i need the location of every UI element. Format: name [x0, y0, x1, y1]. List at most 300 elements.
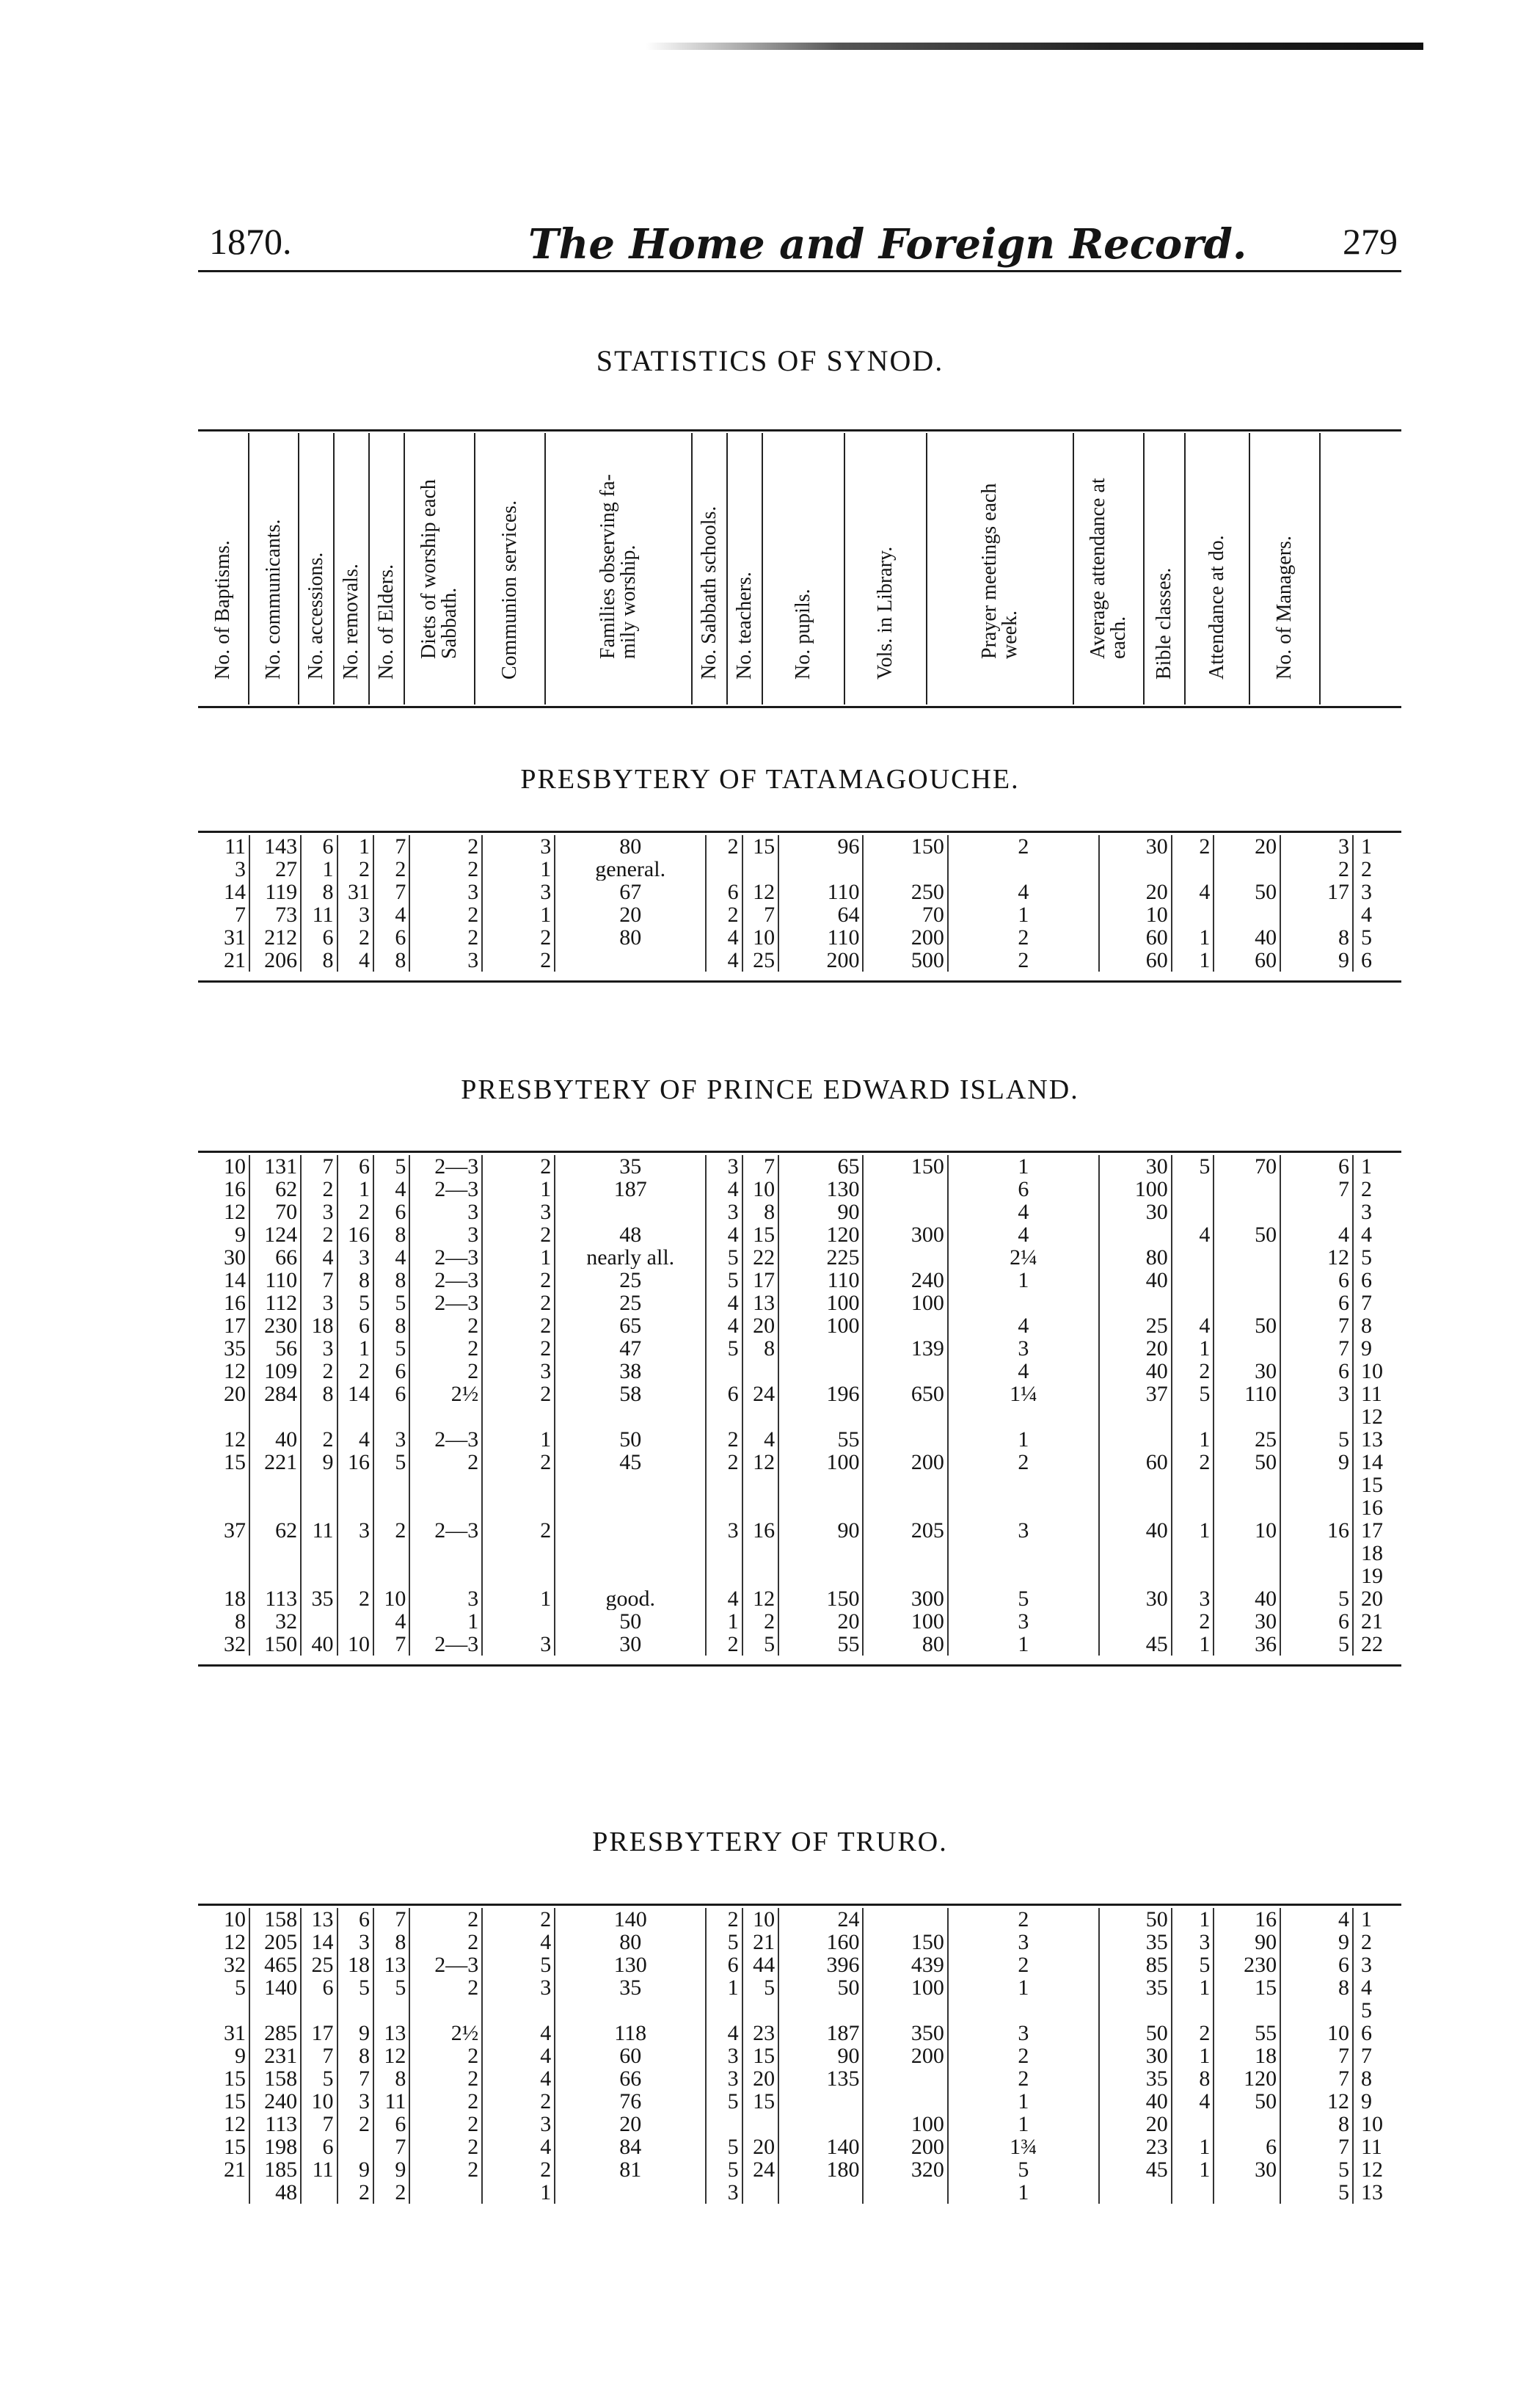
column-header-label: No. pupils. — [792, 589, 814, 680]
table-cell — [301, 1565, 337, 1587]
table-cell: 5 — [706, 1337, 742, 1360]
table-cell: 250 — [863, 881, 947, 903]
table-cell: 12 — [742, 1451, 778, 1474]
table-cell: 10 — [373, 1587, 409, 1610]
table-cell: 20 — [555, 903, 706, 926]
table-cell: 10 — [1360, 1360, 1383, 1383]
table-cell: 119 — [249, 881, 301, 903]
table-cell: 80 — [555, 1931, 706, 1953]
table-row — [198, 1405, 1401, 1428]
table-row — [198, 2113, 1401, 2135]
table-cell: 4 — [373, 1178, 409, 1201]
table-cell: 73 — [249, 903, 301, 926]
table-cell: 62 — [249, 1519, 301, 1542]
table-cell: 9 — [1360, 2090, 1372, 2113]
table-cell: 3 — [337, 1931, 373, 1953]
table-row — [198, 2022, 1401, 2044]
column-header-5 — [368, 433, 404, 704]
table-cell: 9 — [1280, 1451, 1353, 1474]
table-cell: 35 — [1099, 1976, 1172, 1999]
table-cell — [1280, 1542, 1353, 1565]
table-row — [198, 1269, 1401, 1292]
table-cell: 2 — [409, 1337, 482, 1360]
table-cell: 4 — [482, 2022, 555, 2044]
table-cell: 139 — [863, 1337, 947, 1360]
table-cell — [409, 1474, 482, 1496]
table-cell: 2—3 — [409, 1178, 482, 1201]
table-cell: 3 — [1360, 1201, 1372, 1223]
table-cell: 3 — [409, 1587, 482, 1610]
table-cell: 120 — [778, 1223, 863, 1246]
table-cell: 9 — [337, 2022, 373, 2044]
table-cell — [1172, 2113, 1214, 2135]
table-cell: 8 — [301, 949, 337, 972]
table-cell: 7 — [198, 903, 249, 926]
table-cell — [863, 1474, 947, 1496]
table-cell — [706, 1405, 742, 1428]
table-cell — [1280, 1405, 1353, 1428]
table-cell — [706, 1496, 742, 1519]
table-cell — [742, 1496, 778, 1519]
table-cell: 2 — [482, 1519, 555, 1542]
table-cell: 2 — [706, 835, 742, 858]
table-cell: 100 — [863, 1610, 947, 1633]
table-cell: 8 — [742, 1201, 778, 1223]
table-cell: 5 — [706, 1269, 742, 1292]
table-cell — [863, 858, 947, 881]
table-cell: 3 — [482, 1976, 555, 1999]
table-cell: 7 — [742, 903, 778, 926]
table-cell: 2 — [1172, 1451, 1214, 1474]
table-cell: 3 — [301, 1337, 337, 1360]
table-cell: 5 — [742, 1633, 778, 1656]
table-cell: 2 — [373, 1519, 409, 1542]
table-cell — [863, 1908, 947, 1931]
table-cell: 50 — [1214, 1451, 1280, 1474]
table-cell: 5 — [198, 1976, 249, 1999]
table-cell: 16 — [337, 1223, 373, 1246]
table-cell: 1 — [948, 1976, 1099, 1999]
table-cell: 15 — [198, 1451, 249, 1474]
table-cell — [1172, 1565, 1214, 1587]
table-cell: 4 — [1360, 1976, 1372, 1999]
table-cell: 11 — [1360, 1383, 1382, 1405]
table-cell: 124 — [249, 1223, 301, 1246]
table-cell — [1099, 1496, 1172, 1519]
table-cell: 2—3 — [409, 1519, 482, 1542]
table-cell: 16 — [337, 1451, 373, 1474]
table-cell: 100 — [863, 1976, 947, 1999]
table-cell: 50 — [1214, 2090, 1280, 2113]
table-cell — [863, 1178, 947, 1201]
table-cell: 8 — [1280, 2113, 1353, 2135]
table-cell — [1172, 858, 1214, 881]
table-cell: 5 — [301, 2067, 337, 2090]
table-cell: 8 — [337, 2044, 373, 2067]
table-cell — [1099, 2181, 1172, 2204]
table-cell: 185 — [249, 2158, 301, 2181]
column-header-label: Communion services. — [498, 500, 521, 680]
table-cell: 11 — [1360, 2135, 1382, 2158]
table-cell: 3 — [1172, 1931, 1214, 1953]
column-header-10 — [726, 433, 762, 704]
table-cell: 4 — [1172, 1223, 1214, 1246]
table-cell: 55 — [778, 1633, 863, 1656]
table-cell — [863, 1360, 947, 1383]
table-row — [198, 1314, 1401, 1337]
table-cell: 2 — [1360, 1931, 1372, 1953]
table-cell: 40 — [1099, 2090, 1172, 2113]
table-cell: 2 — [706, 1908, 742, 1931]
table-cell: 30 — [1099, 1587, 1172, 1610]
table-cell: 4 — [948, 1201, 1099, 1223]
table-cell — [742, 1542, 778, 1565]
table-cell: 2 — [482, 1292, 555, 1314]
table-cell: 4 — [742, 1428, 778, 1451]
table-cell: 70 — [1214, 1155, 1280, 1178]
table-cell — [301, 1474, 337, 1496]
table-row — [198, 2158, 1401, 2181]
table-cell — [778, 858, 863, 881]
table-cell: 16 — [1280, 1519, 1353, 1542]
column-header-label: No. of Managers. — [1273, 536, 1296, 680]
table-cell: 221 — [249, 1451, 301, 1474]
table-cell: 40 — [249, 1428, 301, 1451]
table-cell — [778, 1360, 863, 1383]
table-cell: 200 — [863, 2044, 947, 2067]
table-cell: 200 — [863, 1451, 947, 1474]
table-cell: 14 — [1360, 1451, 1383, 1474]
table-cell: 8 — [198, 1610, 249, 1633]
table-cell: 65 — [778, 1155, 863, 1178]
table-cell: 15 — [742, 2044, 778, 2067]
table-cell — [301, 1496, 337, 1519]
table-cell: 40 — [1214, 1587, 1280, 1610]
table-cell: 12 — [742, 881, 778, 903]
table-cell — [555, 1519, 706, 1542]
table-cell: 10 — [742, 1178, 778, 1201]
table-cell: 90 — [1214, 1931, 1280, 1953]
table-cell — [1099, 858, 1172, 881]
table-cell: 45 — [1099, 2158, 1172, 2181]
table-cell: 4 — [948, 1360, 1099, 1383]
column-header-label: No. communicants. — [262, 519, 285, 680]
table-cell: 90 — [778, 1519, 863, 1542]
table-cell: 3 — [482, 1633, 555, 1656]
table-cell: 40 — [1099, 1360, 1172, 1383]
table-cell — [742, 1999, 778, 2022]
table-cell: 21 — [1360, 1610, 1383, 1633]
table-cell — [1172, 1405, 1214, 1428]
table-cell: 6 — [1214, 2135, 1280, 2158]
table-cell: 18 — [337, 1953, 373, 1976]
table-cell: 5 — [1280, 2181, 1353, 2204]
table-cell — [482, 1542, 555, 1565]
table-cell: 1 — [1172, 1633, 1214, 1656]
table-cell: 6 — [706, 1383, 742, 1405]
table-cell — [373, 1474, 409, 1496]
table-cell — [1214, 1178, 1280, 1201]
table-cell: 67 — [555, 881, 706, 903]
table-cell: 4 — [482, 1931, 555, 1953]
table-cell: 9 — [1360, 1337, 1372, 1360]
header-year: 1870. — [209, 221, 292, 262]
table-cell: 1 — [948, 1155, 1099, 1178]
table-cell: 2 — [337, 1201, 373, 1223]
table-cell — [1172, 1246, 1214, 1269]
table-cell: 10 — [1099, 903, 1172, 926]
table-cell: 3 — [482, 1360, 555, 1383]
table-cell — [482, 1565, 555, 1587]
table-cell — [863, 2090, 947, 2113]
table-cell: 50 — [1099, 1908, 1172, 1931]
table-cell: 3 — [1280, 835, 1353, 858]
table-cell: 90 — [778, 2044, 863, 2067]
table-cell: 1 — [1172, 1337, 1214, 1360]
table-cell: 40 — [1099, 1269, 1172, 1292]
column-header-label: No. removals. — [340, 564, 362, 680]
table-cell: 6 — [301, 1976, 337, 1999]
table-cell: 110 — [1214, 1383, 1280, 1405]
table-cell: 6 — [373, 926, 409, 949]
table-cell: 2 — [409, 903, 482, 926]
table-cell: 5 — [1360, 1999, 1372, 2022]
table-cell: 8 — [373, 949, 409, 972]
table-cell — [1214, 1246, 1280, 1269]
table-cell — [778, 1337, 863, 1360]
table-cell: 187 — [778, 2022, 863, 2044]
table-cell: 1 — [482, 2181, 555, 2204]
table-cell: 2 — [373, 2181, 409, 2204]
table-cell: 2 — [706, 1451, 742, 1474]
table-cell — [1172, 1474, 1214, 1496]
table-cell: 1 — [948, 1633, 1099, 1656]
table-cell: 6 — [373, 2113, 409, 2135]
table-row — [198, 1610, 1401, 1633]
table-cell: 4 — [373, 1246, 409, 1269]
table-cell: 2 — [409, 2158, 482, 2181]
table-cell: 35 — [198, 1337, 249, 1360]
table-cell: 5 — [706, 2135, 742, 2158]
table-cell: 3 — [409, 881, 482, 903]
table-cell: 160 — [778, 1931, 863, 1953]
table-cell: 4 — [373, 1610, 409, 1633]
table-cell — [1099, 1542, 1172, 1565]
table-cell: 20 — [742, 2067, 778, 2090]
table-cell: 3 — [301, 1292, 337, 1314]
table-cell — [373, 1405, 409, 1428]
table-cell: 4 — [373, 903, 409, 926]
column-header-14 — [1073, 433, 1143, 704]
table-cell — [1099, 1565, 1172, 1587]
table-cell: 7 — [337, 2067, 373, 2090]
table-cell: 240 — [249, 2090, 301, 2113]
table-cell: 6 — [301, 835, 337, 858]
table-cell: 60 — [1099, 926, 1172, 949]
table-cell: 2—3 — [409, 1269, 482, 1292]
table-cell — [373, 1999, 409, 2022]
table-cell — [337, 1610, 373, 1633]
table-cell: 31 — [198, 926, 249, 949]
table-cell: 13 — [742, 1292, 778, 1314]
table-cell: 3 — [706, 2044, 742, 2067]
table-cell: 1¾ — [948, 2135, 1099, 2158]
table-cell: 7 — [1280, 2044, 1353, 2067]
table-cell: 20 — [555, 2113, 706, 2135]
column-header-1 — [198, 433, 248, 704]
table-row — [198, 2135, 1401, 2158]
table-cell: 2—3 — [409, 1155, 482, 1178]
table-cell — [409, 1542, 482, 1565]
table-cell: 10 — [1280, 2022, 1353, 2044]
table-cell: 30 — [1099, 2044, 1172, 2067]
table-cell: 2 — [706, 903, 742, 926]
table-cell: 2 — [1172, 1610, 1214, 1633]
table-cell: 158 — [249, 2067, 301, 2090]
table-cell: 150 — [863, 1155, 947, 1178]
table-cell — [409, 1999, 482, 2022]
table-cell: 1 — [1360, 1908, 1372, 1931]
table-cell — [555, 1496, 706, 1519]
table-cell — [249, 1542, 301, 1565]
table-cell — [863, 1246, 947, 1269]
table-cell: 2 — [409, 1451, 482, 1474]
section-top-rule — [198, 831, 1401, 833]
table-cell: 15 — [1214, 1976, 1280, 1999]
table-cell: 6 — [337, 1314, 373, 1337]
table-cell: 32 — [198, 1953, 249, 1976]
table-row — [198, 881, 1401, 903]
table-cell: 3 — [337, 903, 373, 926]
table-cell: 12 — [198, 2113, 249, 2135]
table-cell — [948, 1565, 1099, 1587]
table-cell: 131 — [249, 1155, 301, 1178]
table-cell: 6 — [373, 1201, 409, 1223]
table-cell: 38 — [555, 1360, 706, 1383]
table-cell — [863, 1314, 947, 1337]
table-cell: 8 — [337, 1269, 373, 1292]
table-cell: good. — [555, 1587, 706, 1610]
table-cell: 6 — [301, 926, 337, 949]
table-cell: 9 — [337, 2158, 373, 2181]
column-header-label: Bible classes. — [1153, 567, 1175, 680]
table-cell — [1214, 1999, 1280, 2022]
table-cell — [249, 1496, 301, 1519]
table-cell: 32 — [249, 1610, 301, 1633]
table-cell: 1 — [1172, 1519, 1214, 1542]
table-cell — [863, 1999, 947, 2022]
table-cell: 9 — [198, 2044, 249, 2067]
table-cell: 14 — [301, 1931, 337, 1953]
table-cell: 2 — [1360, 858, 1372, 881]
table-cell: 3 — [198, 858, 249, 881]
table-cell: 37 — [198, 1519, 249, 1542]
table-cell — [1280, 1496, 1353, 1519]
table-cell: 10 — [337, 1633, 373, 1656]
table-cell: 5 — [742, 1976, 778, 1999]
table-cell: 3 — [706, 1201, 742, 1223]
table-row — [198, 949, 1401, 972]
column-header-12 — [844, 433, 926, 704]
table-cell — [337, 1474, 373, 1496]
table-cell: 2 — [482, 1155, 555, 1178]
table-cell: 4 — [706, 1223, 742, 1246]
table-cell: 13 — [1360, 1428, 1383, 1451]
table-cell — [555, 949, 706, 972]
column-header-15 — [1143, 433, 1184, 704]
section-title-truro: PRESBYTERY OF TRURO. — [592, 1827, 948, 1857]
table-cell: 2 — [337, 1360, 373, 1383]
table-cell — [198, 1999, 249, 2022]
table-cell: 3 — [1280, 1383, 1353, 1405]
table-cell: 11 — [198, 835, 249, 858]
table-cell: 2 — [337, 2113, 373, 2135]
table-cell: 60 — [1099, 949, 1172, 972]
table-cell: 285 — [249, 2022, 301, 2044]
table-cell: 18 — [198, 1587, 249, 1610]
table-cell: 80 — [1099, 1246, 1172, 1269]
table-cell: 110 — [778, 881, 863, 903]
table-cell: 30 — [1214, 1360, 1280, 1383]
table-cell — [1172, 1999, 1214, 2022]
table-cell: 12 — [1280, 2090, 1353, 2113]
table-cell: 31 — [198, 2022, 249, 2044]
table-cell: 2 — [409, 2113, 482, 2135]
table-cell: 100 — [778, 1451, 863, 1474]
table-cell: 150 — [863, 1931, 947, 1953]
table-cell — [742, 2113, 778, 2135]
table-cell: 109 — [249, 1360, 301, 1383]
table-cell: 4 — [1172, 881, 1214, 903]
table-cell: 439 — [863, 1953, 947, 1976]
main-title: STATISTICS OF SYNOD. — [596, 344, 944, 377]
table-cell: 4 — [337, 1428, 373, 1451]
table-cell: 205 — [249, 1931, 301, 1953]
table-cell: 20 — [1099, 1337, 1172, 1360]
table-cell: 8 — [373, 2067, 409, 2090]
table-cell — [409, 1405, 482, 1428]
table-cell: 22 — [742, 1246, 778, 1269]
table-cell — [863, 1565, 947, 1587]
table-row — [198, 1565, 1401, 1587]
table-cell: 6 — [337, 1155, 373, 1178]
table-cell: 50 — [555, 1428, 706, 1451]
table-cell — [555, 1542, 706, 1565]
table-cell: 2 — [409, 1931, 482, 1953]
table-cell — [337, 2135, 373, 2158]
table-cell: 40 — [1099, 1519, 1172, 1542]
table-cell: 5 — [373, 1451, 409, 1474]
table-prince-edward-island — [198, 1155, 1401, 1656]
table-cell — [301, 1405, 337, 1428]
table-cell: 12 — [1280, 1246, 1353, 1269]
table-cell — [198, 1474, 249, 1496]
table-cell: 10 — [742, 1908, 778, 1931]
table-cell: 3 — [409, 1201, 482, 1223]
table-cell — [1172, 1178, 1214, 1201]
table-cell: 2 — [742, 1610, 778, 1633]
table-cell: 4 — [948, 881, 1099, 903]
table-cell: 110 — [249, 1269, 301, 1292]
table-cell: 6 — [373, 1360, 409, 1383]
table-cell: 16 — [198, 1178, 249, 1201]
table-cell — [1099, 1223, 1172, 1246]
table-cell: 14 — [198, 881, 249, 903]
table-cell — [778, 1542, 863, 1565]
table-cell — [742, 2181, 778, 2204]
table-cell: 6 — [706, 1953, 742, 1976]
table-cell: 11 — [301, 2158, 337, 2181]
